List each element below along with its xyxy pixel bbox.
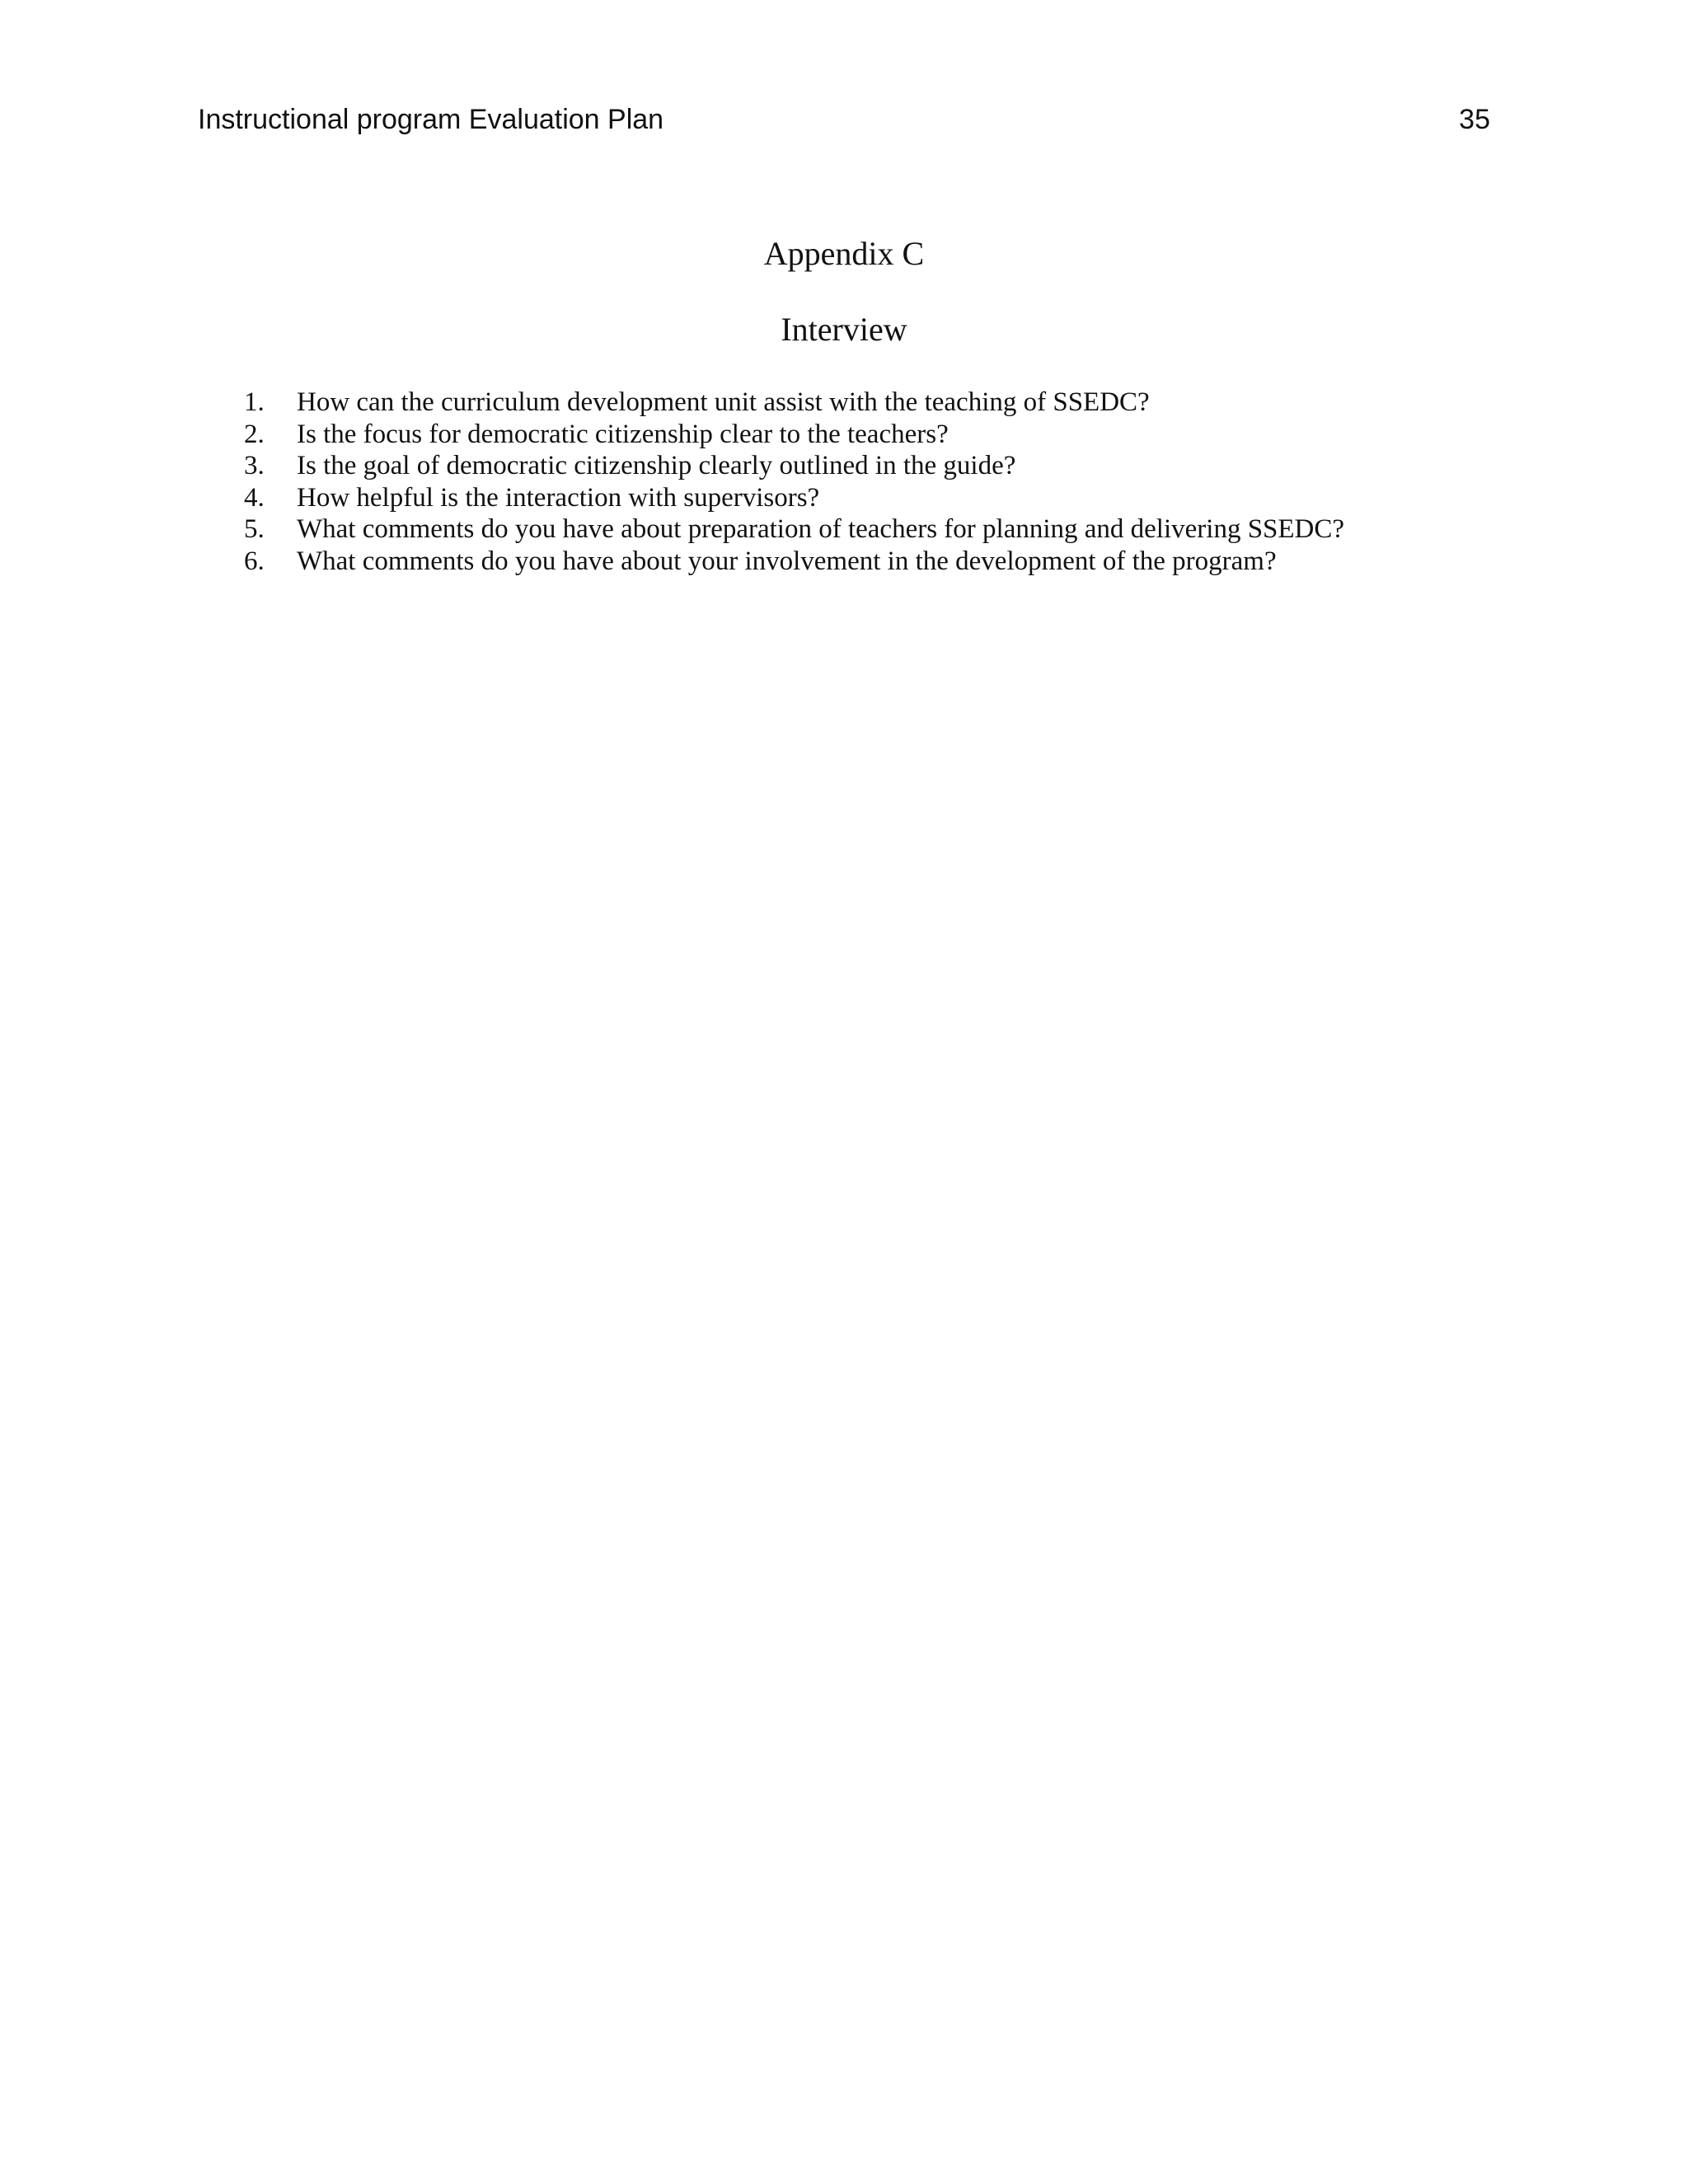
question-text: What comments do you have about preparation of teachers for planning and delivering SSEDC? (297, 514, 1345, 544)
question-text: Is the focus for democratic citizenship clear to the teachers? (297, 419, 949, 449)
question-text: How can the curriculum development unit assist with the teaching of SSEDC? (297, 387, 1150, 417)
question-number: 1. (244, 387, 265, 417)
question-number: 5. (244, 514, 265, 544)
list-item (244, 546, 1480, 578)
list-item (244, 419, 1480, 451)
list-item (244, 450, 1480, 482)
list-item (244, 482, 1480, 514)
interview-questions-list (244, 387, 1480, 577)
running-head: Instructional program Evaluation Plan (198, 104, 664, 135)
question-number: 2. (244, 419, 265, 449)
page-number: 35 (1459, 104, 1490, 135)
question-number: 4. (244, 482, 265, 513)
list-item (244, 513, 1480, 546)
question-number: 3. (244, 451, 265, 480)
page-header (198, 99, 1490, 140)
section-title: Interview (781, 311, 907, 348)
question-text: How helpful is the interaction with supervisors? (297, 482, 820, 513)
appendix-title: Appendix C (763, 235, 925, 272)
list-item (244, 387, 1480, 419)
question-number: 6. (244, 546, 265, 576)
question-text: What comments do you have about your involvement in the development of the program? (297, 546, 1277, 576)
question-text: Is the goal of democratic citizenship clearly outlined in the guide? (297, 451, 1016, 480)
